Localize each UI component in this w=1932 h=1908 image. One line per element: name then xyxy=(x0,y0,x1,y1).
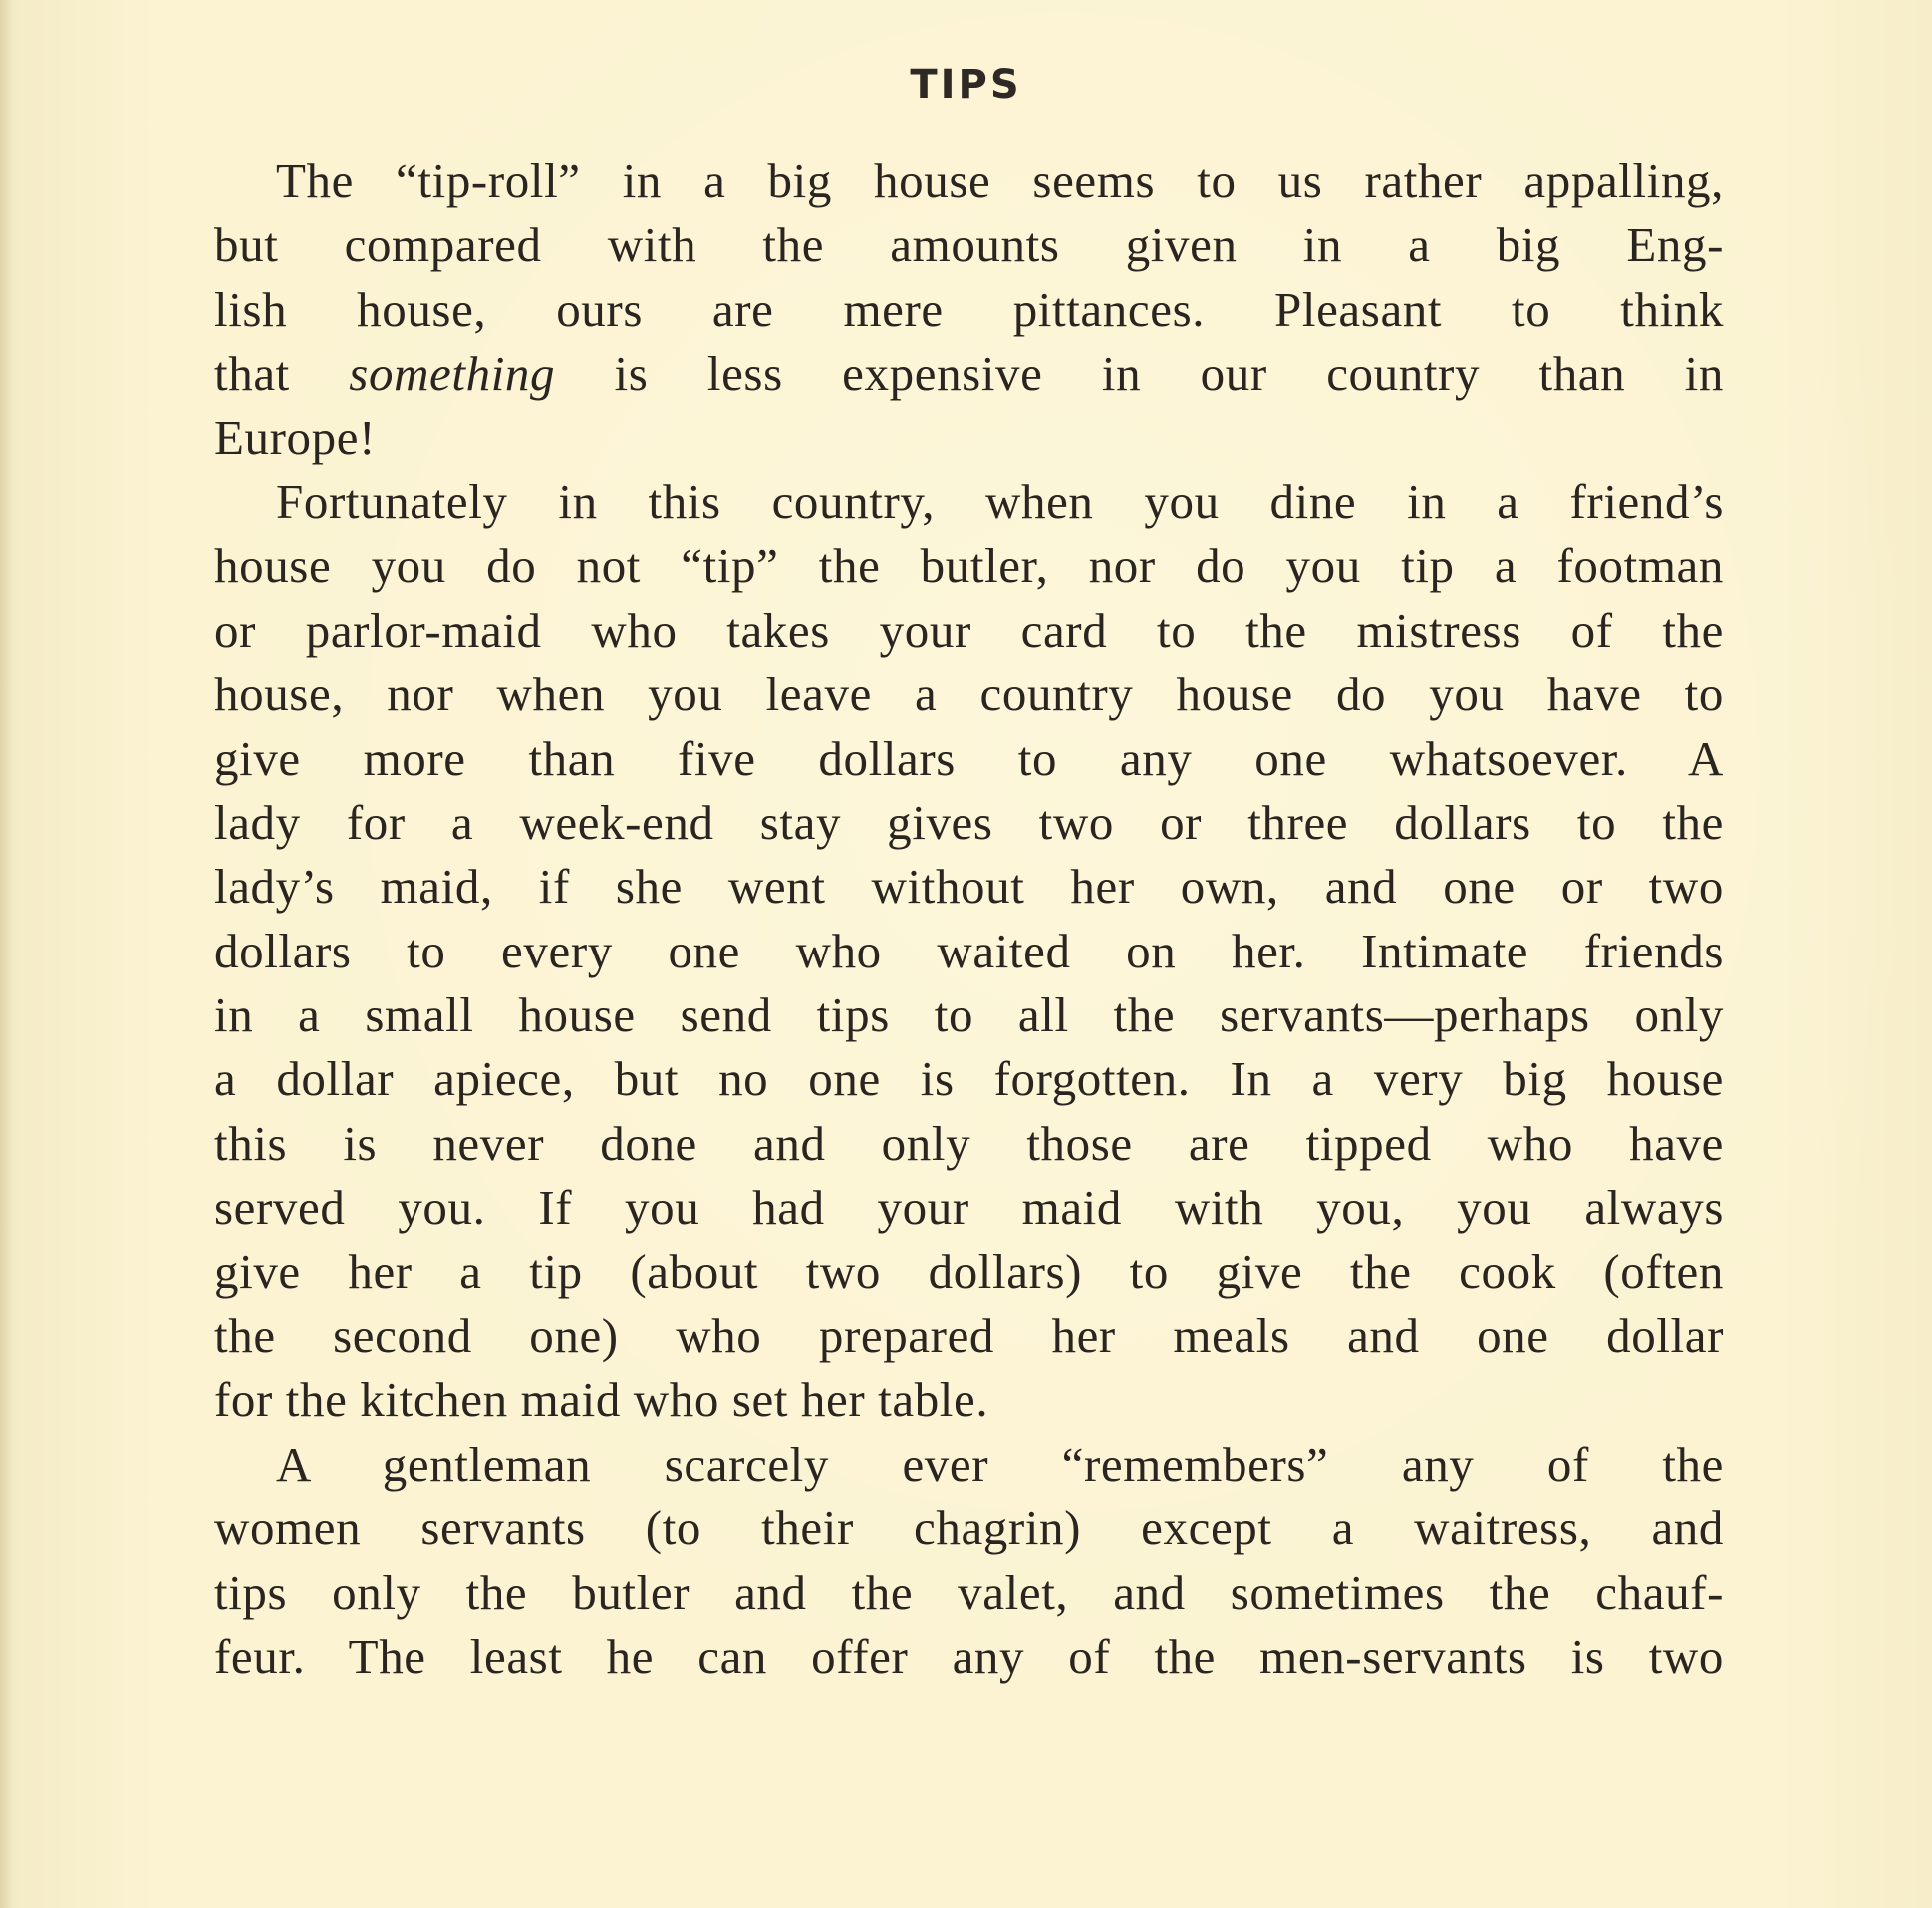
text-line: a dollar apiece, but no one is forgotten. In a very big house xyxy=(214,1051,1724,1107)
text-line: The “tip-roll” in a big house seems to us rather appalling, xyxy=(276,153,1724,208)
text-line: lish house, ours are mere pittances. Pleasant to think xyxy=(214,281,1724,337)
text-line: lady for a week-end stay gives two or three dollars to the xyxy=(214,794,1724,850)
text-line: house, nor when you leave a country house do you have to xyxy=(214,667,1724,722)
binding-shadow xyxy=(0,0,14,1908)
paragraph-1 xyxy=(214,149,1724,470)
text-line: this is never done and only those are tipped who have xyxy=(214,1115,1724,1171)
text-run: is less expensive in our country than in xyxy=(555,346,1724,402)
text-line: served you. If you had your maid with you, you always xyxy=(214,1180,1724,1235)
text-line: dollars to every one who waited on her. Intimate friends xyxy=(214,923,1724,978)
text-line: lady’s maid, if she went without her own, and one or two xyxy=(214,859,1724,915)
running-head: TIPS xyxy=(910,62,1022,108)
text-line: feur. The least he can offer any of the men-servants is two xyxy=(214,1628,1724,1684)
body-text xyxy=(214,149,1724,1689)
text-line: tips only the butler and the valet, and sometimes the chauf- xyxy=(214,1564,1724,1620)
text-run: that xyxy=(214,346,350,402)
text-line: or parlor-maid who takes your card to the mistress of the xyxy=(214,602,1724,658)
text-line: for the kitchen maid who set her table. xyxy=(214,1372,989,1428)
paragraph-2 xyxy=(214,470,1724,1433)
text-line: Europe! xyxy=(214,409,377,465)
text-line: A gentleman scarcely ever “remembers” any of the xyxy=(276,1436,1724,1492)
text-line: give her a tip (about two dollars) to give the cook (often xyxy=(214,1243,1724,1299)
text-line xyxy=(214,342,1724,406)
text-line: but compared with the amounts given in a big Eng- xyxy=(214,217,1724,273)
text-line: in a small house send tips to all the servants—perhaps only xyxy=(214,987,1724,1043)
text-line: house you do not “tip” the butler, nor do you tip a footman xyxy=(214,538,1724,594)
text-line: women servants (to their chagrin) except a waitress, and xyxy=(214,1500,1724,1556)
italic-emphasis: something xyxy=(349,346,556,402)
text-line: give more than five dollars to any one whatsoever. A xyxy=(214,730,1724,786)
paragraph-3 xyxy=(214,1433,1724,1690)
text-line: the second one) who prepared her meals and one dollar xyxy=(214,1308,1724,1364)
text-line: Fortunately in this country, when you dine in a friend’s xyxy=(276,473,1724,529)
